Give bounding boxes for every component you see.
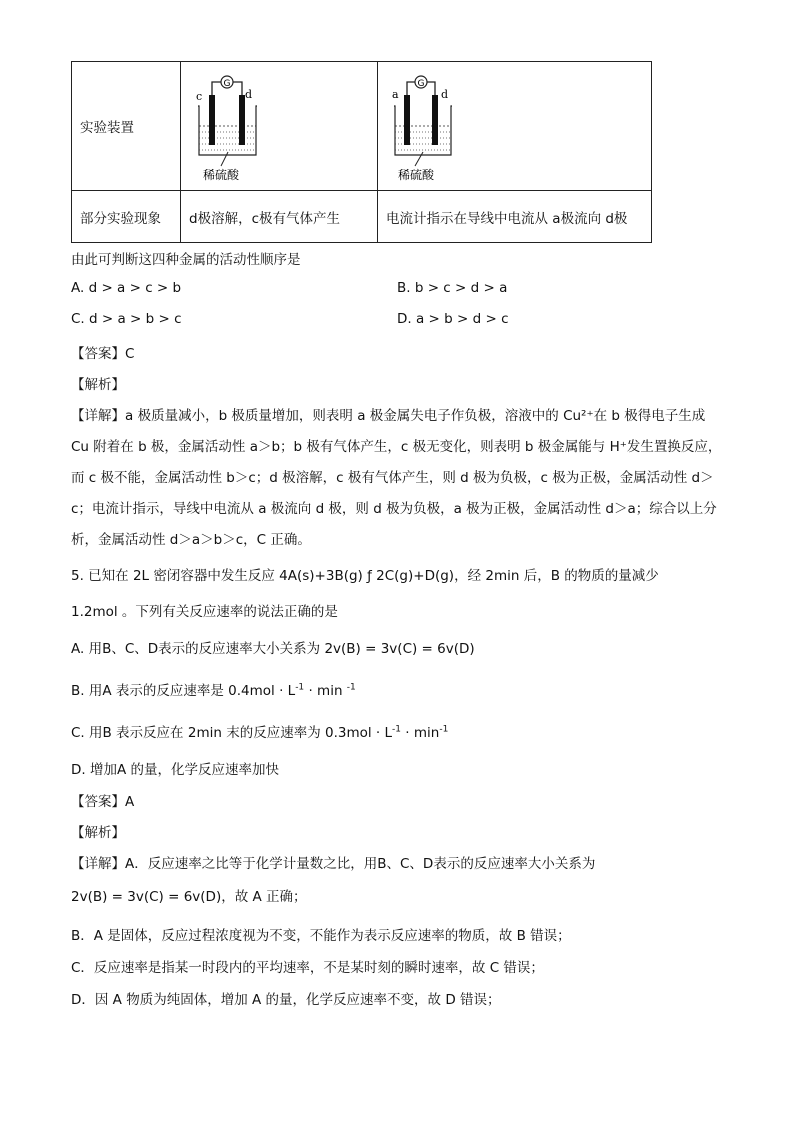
q5-answer: 【答案】A [71, 794, 135, 810]
q4-option-d: D. a > b > d > c [397, 311, 509, 327]
q5-detail-line: 2v(B) = 3v(C) = 6v(D)，故 A 正确； [71, 889, 307, 905]
galvanometer-icon: G [223, 79, 231, 89]
apparatus-diagram-2 [378, 62, 652, 191]
apparatus-diagram-1 [181, 62, 378, 191]
galvanometer-icon: G [417, 79, 425, 89]
q4-answer: 【答案】C [71, 346, 135, 362]
q5-detail-line: B．A 是固体，反应过程浓度视为不变，不能作为表示反应速率的物质，故 B 错误； [71, 928, 571, 944]
electrode-label-left: c [196, 90, 203, 103]
q5-stem: 5. 已知在 2L 密闭容器中发生反应 4A(s)+3B(g) ƒ 2C(g)+D(g)，经 2min 后，B 的物质的量减少 [71, 568, 659, 584]
experiment-table [71, 61, 652, 243]
q5-option-b: B. 用A 表示的反应速率是 $0.4mol \cdot L^{-1} \cdot \min ^{-1}$ [71, 682, 356, 699]
q4-stem: 由此可判断这四种金属的活动性顺序是 [71, 252, 301, 268]
q5-detail-line: C．反应速率是指某一时段内的平均速率，不是某时刻的瞬时速率，故 C 错误； [71, 960, 544, 976]
cell-diagram-ad [378, 62, 643, 186]
q4-detail-line: Cu 附着在 b 极，金属活动性 a＞b；b 极有气体产生，c 极无变化，则表明 b 极金属能与 H⁺发生置换反应， [71, 439, 722, 455]
electrode-label-left: a [392, 88, 399, 101]
q5-stem-cont: 1.2mol 。下列有关反应速率的说法正确的是 [71, 604, 338, 620]
q4-detail-line: 而 c 极不能，金属活动性 b＞c；d 极溶解，c 极有气体产生，则 d 极为负极，c 极为正极，金属活动性 d＞ [71, 470, 714, 486]
q4-detail-line: 【详解】a 极质量减小，b 极质量增加，则表明 a 极金属失电子作负极，溶液中的 Cu²⁺在 b 极得电子生成 [71, 408, 706, 424]
solution-label: 稀硫酸 [203, 168, 240, 182]
cell-diagram-cd [181, 62, 369, 186]
q4-option-b: B. b > c > d > a [397, 280, 508, 296]
phenomenon-1: d极溶解，c极有气体产生 [181, 191, 378, 243]
q4-analysis-heading: 【解析】 [71, 377, 125, 393]
solution-label: 稀硫酸 [398, 168, 435, 182]
q5-option-c: C. 用B 表示反应在 2min 末的反应速率为 $0.3mol \cdot L^{-1} \cdot \min^{-1}$ [71, 724, 449, 741]
label-apparatus: 实验装置 [72, 62, 181, 191]
q5-detail-line: 【详解】A．反应速率之比等于化学计量数之比，用B、C、D表示的反应速率大小关系为 [71, 856, 596, 872]
q5-option-a: A. 用B、C、D表示的反应速率大小关系为 2v(B) = 3v(C) = 6v(D) [71, 641, 475, 657]
q5-analysis-heading: 【解析】 [71, 825, 125, 841]
q4-option-a: A. d > a > c > b [71, 280, 182, 296]
q4-option-c: C. d > a > b > c [71, 311, 182, 327]
electrode-label-right: d [245, 88, 253, 101]
q4-detail-line: c；电流计指示，导线中电流从 a 极流向 d 极，则 d 极为负极，a 极为正极，金属活动性 d＞a；综合以上分 [71, 501, 717, 517]
q4-detail-line: 析，金属活动性 d＞a＞b＞c，C 正确。 [71, 532, 311, 548]
label-phenomenon: 部分实验现象 [72, 191, 181, 243]
q5-detail-line: D．因 A 物质为纯固体，增加 A 的量，化学反应速率不变，故 D 错误； [71, 992, 501, 1008]
electrode-label-right: d [441, 88, 449, 101]
phenomenon-2: 电流计指示在导线中电流从 a极流向 d极 [378, 191, 652, 243]
q5-option-d: D. 增加A 的量，化学反应速率加快 [71, 762, 280, 778]
